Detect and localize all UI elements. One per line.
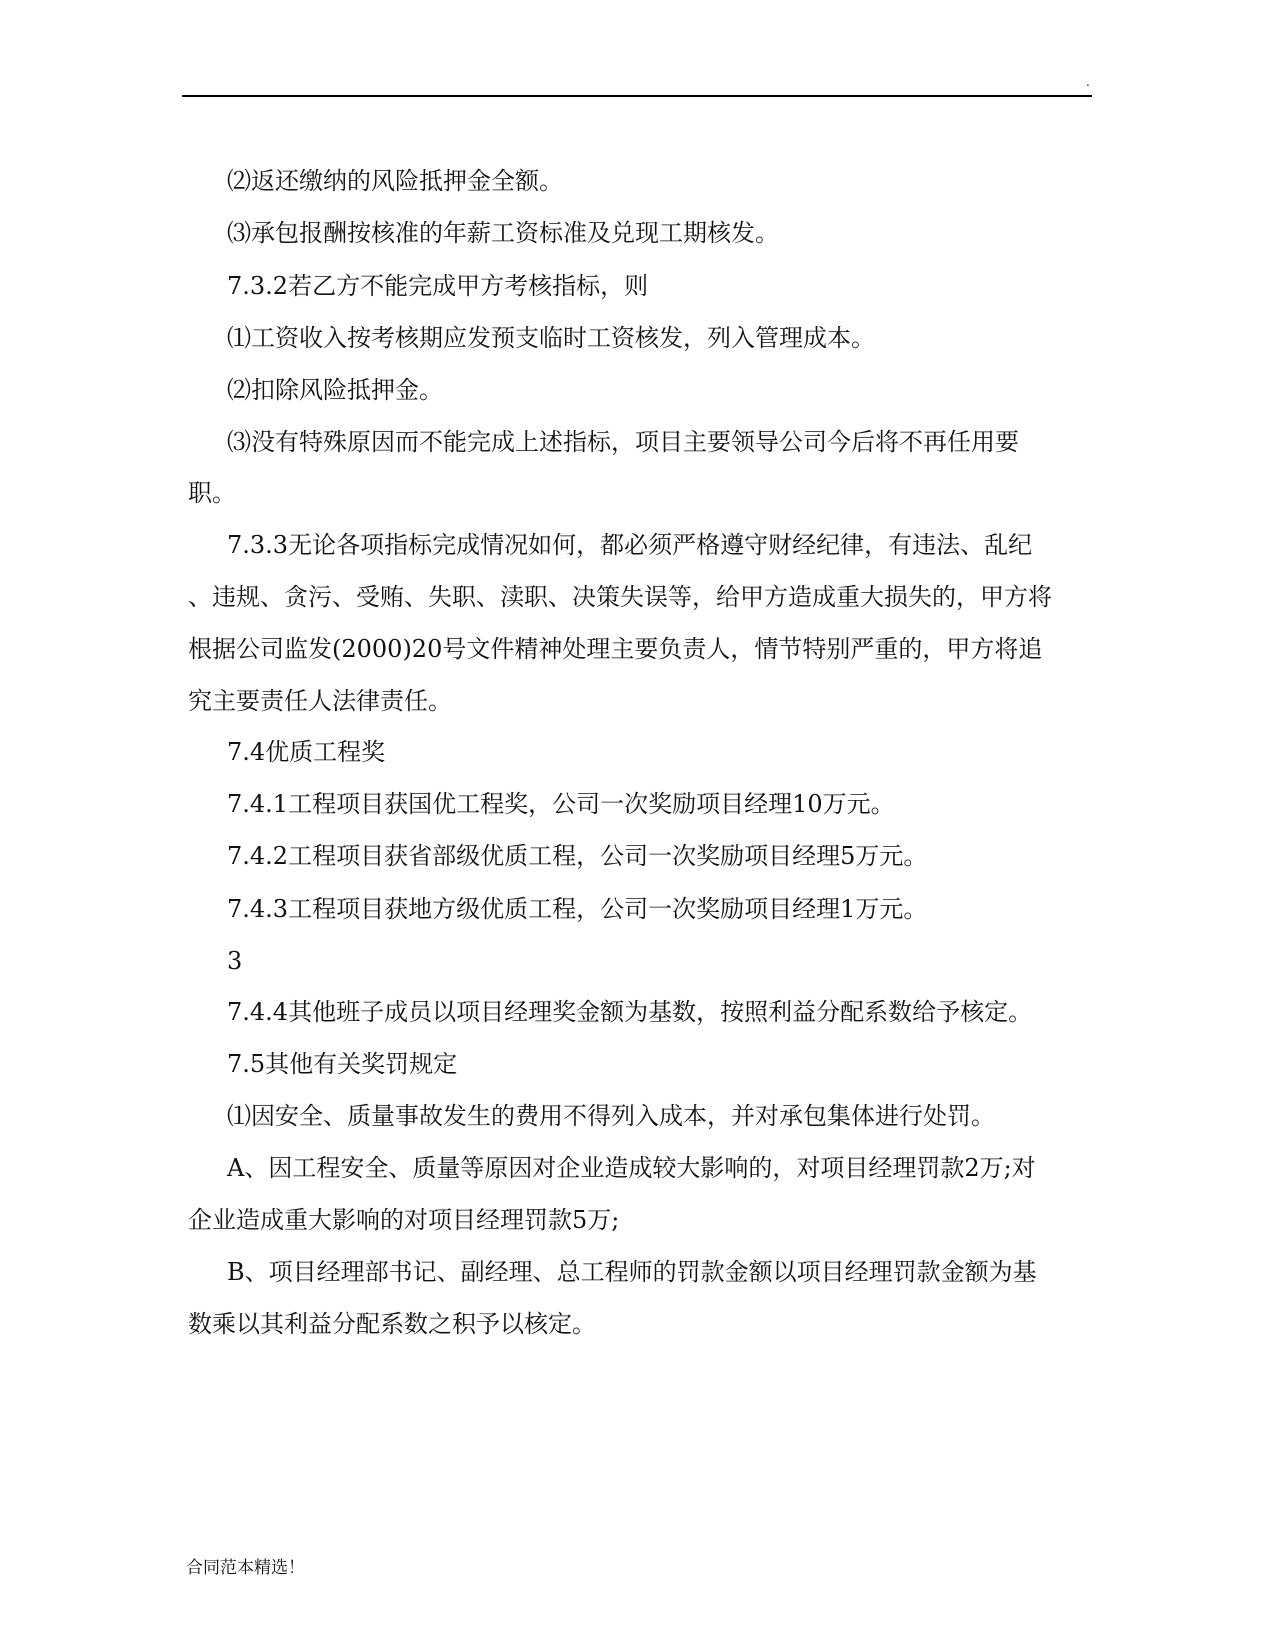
paragraph-line: 7.4.4其他班子成员以项目经理奖金额为基数，按照利益分配系数给予核定。: [227, 998, 1033, 1026]
section-heading: 7.3.3无论各项指标完成情况如何，都必须严格遵守财经纪律，有违法、乱纪: [227, 531, 1033, 559]
paragraph-line: ⑴工资收入按考核期应发预支临时工资核发，列入管理成本。: [227, 324, 875, 352]
paragraph-line: 职。: [188, 479, 236, 507]
paragraph-line: 7.4.2工程项目获省部级优质工程，公司一次奖励项目经理5万元。: [227, 842, 928, 870]
paragraph-line: ⑶没有特殊原因而不能完成上述指标，项目主要领导公司今后将不再任用要: [227, 428, 1019, 456]
paragraph-line: ⑴因安全、质量事故发生的费用不得列入成本，并对承包集体进行处罚。: [227, 1102, 995, 1130]
header-dot: .: [1086, 75, 1090, 89]
paragraph-line: 、违规、贪污、受贿、失职、渎职、决策失误等，给甲方造成重大损失的，甲方将: [188, 583, 1052, 611]
paragraph-line: B、项目经理部书记、副经理、总工程师的罚款金额以项目经理罚款金额为基: [227, 1258, 1037, 1286]
paragraph-line: 究主要责任人法律责任。: [188, 687, 452, 715]
section-heading: 7.5其他有关奖罚规定: [227, 1050, 458, 1078]
section-heading: 7.4优质工程奖: [227, 738, 386, 766]
paragraph-line: ⑵扣除风险抵押金。: [227, 376, 443, 404]
paragraph-line: 7.4.3工程项目获地方级优质工程，公司一次奖励项目经理1万元。: [227, 895, 928, 923]
paragraph-line: A、因工程安全、质量等原因对企业造成较大影响的，对项目经理罚款2万;对: [227, 1154, 1036, 1182]
section-heading: 7.3.2若乙方不能完成甲方考核指标，则: [227, 272, 649, 300]
header-rule: [182, 95, 1092, 97]
footer-text: 合同范本精选！: [186, 1558, 305, 1578]
paragraph-line: ⑵返还缴纳的风险抵押金全额。: [227, 167, 563, 195]
paragraph-line: 根据公司监发(2000)20号文件精神处理主要负责人，情节特别严重的，甲方将追: [188, 635, 1043, 663]
paragraph-line: 数乘以其利益分配系数之积予以核定。: [188, 1310, 596, 1338]
paragraph-line: ⑶承包报酬按核准的年薪工资标准及兑现工期核发。: [227, 219, 779, 247]
paragraph-line: 7.4.1工程项目获国优工程奖，公司一次奖励项目经理10万元。: [227, 790, 895, 818]
page-number: 3: [227, 947, 243, 975]
paragraph-line: 企业造成重大影响的对项目经理罚款5万;: [188, 1206, 620, 1234]
